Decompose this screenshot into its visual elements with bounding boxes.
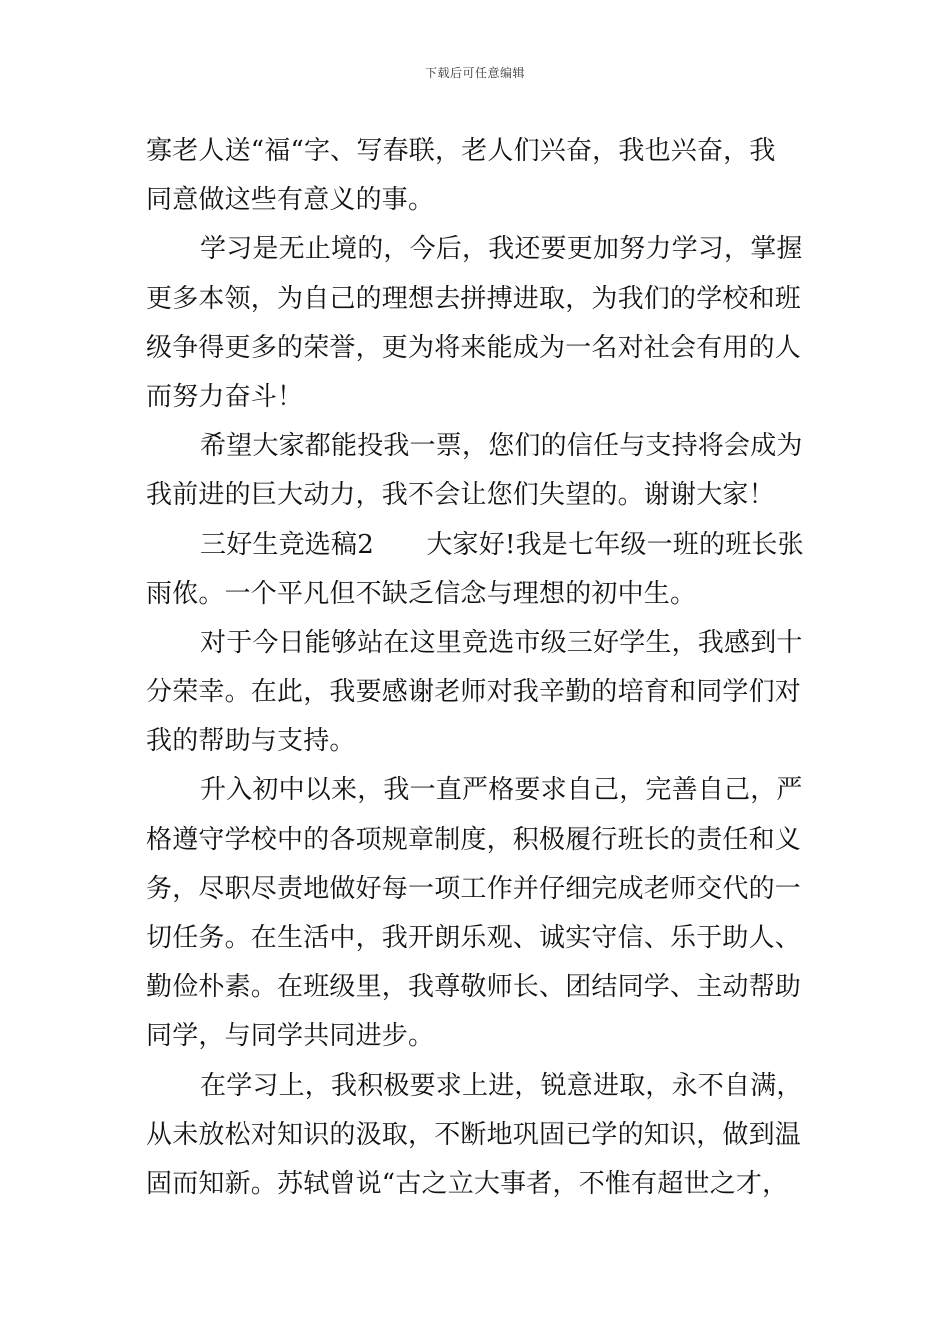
text-line: 升入初中以来，我一直严格要求自己，完善自己，严 bbox=[200, 775, 803, 806]
text-line: 分荣幸。在此，我要感谢老师对我辛勤的培育和同学们对 bbox=[146, 677, 802, 708]
text-line: 在学习上，我积极要求上进，锐意进取，永不自满， bbox=[200, 1070, 803, 1101]
text-line: 同意做这些有意义的事。 bbox=[146, 185, 435, 216]
text-line: 我的帮助与支持。 bbox=[146, 726, 356, 757]
text-line: 对于今日能够站在这里竞选市级三好学生，我感到十 bbox=[200, 627, 803, 658]
text-line: 务，尽职尽责地做好每一项工作并仔细完成老师交代的一 bbox=[146, 873, 802, 904]
text-line: 格遵守学校中的各项规章制度，积极履行班长的责任和义 bbox=[146, 824, 802, 855]
text-line: 学习是无止境的，今后，我还要更加努力学习，掌握 bbox=[200, 234, 803, 265]
text-line: 寡老人送“福“字、写春联，老人们兴奋，我也兴奋，我 bbox=[146, 136, 776, 166]
text-line: 勤俭朴素。在班级里，我尊敬师长、团结同学、主动帮助 bbox=[146, 972, 802, 1003]
text-line: 级争得更多的荣誉，更为将来能成为一名对社会有用的人 bbox=[146, 332, 802, 363]
text-line: 雨侬。一个平凡但不缺乏信念与理想的初中生。 bbox=[146, 578, 697, 609]
text-line: 希望大家都能投我一票，您们的信任与支持将会成为 bbox=[200, 431, 803, 462]
text-line: 我前进的巨大动力，我不会让您们失望的。谢谢大家！ bbox=[146, 480, 775, 511]
text-line: 而努力奋斗！ bbox=[146, 381, 304, 412]
text-line: 同学，与同学共同进步。 bbox=[146, 1021, 435, 1052]
text-line: 切任务。在生活中，我开朗乐观、诚实守信、乐于助人、 bbox=[146, 923, 802, 953]
text-line: 更多本领，为自己的理想去拼搏进取，为我们的学校和班 bbox=[146, 283, 802, 314]
text-line: 固而知新。苏轼曾说“古之立大事者，不惟有超世之才， bbox=[146, 1168, 789, 1199]
text-line: 从未放松对知识的汲取，不断地巩固已学的知识，做到温 bbox=[146, 1119, 802, 1150]
page-header: 下载后可任意编辑 bbox=[424, 66, 525, 80]
document-body bbox=[146, 127, 806, 1209]
text-line: 三好生竞选稿2 大家好!我是七年级一班的班长张 bbox=[200, 529, 804, 560]
